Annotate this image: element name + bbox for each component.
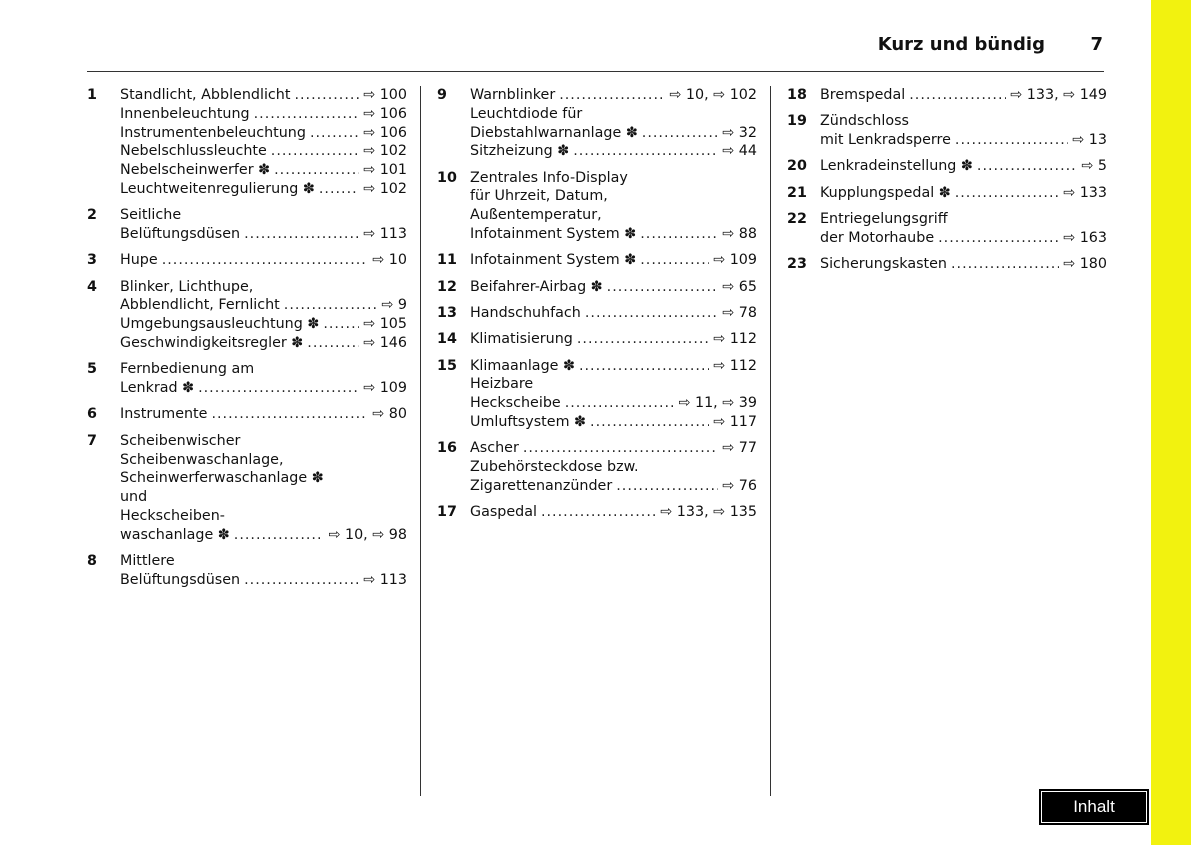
entry-number: 22	[787, 210, 807, 227]
dot-leader	[938, 229, 1059, 248]
index-column-2	[437, 86, 757, 529]
page-reference-link[interactable]: ⇨ 109	[713, 252, 757, 269]
entry-line	[820, 184, 1107, 203]
entry-text: Lenkradeinstellung ✽	[820, 158, 973, 175]
index-entry	[87, 432, 407, 545]
dot-leader	[162, 251, 369, 270]
entry-text: Fernbedienung am	[120, 361, 255, 378]
page-reference-link[interactable]: ⇨ 133	[1063, 184, 1107, 201]
dot-leader	[573, 142, 718, 161]
entry-number: 5	[87, 361, 97, 378]
entry-line	[820, 255, 1107, 274]
dot-leader	[951, 255, 1059, 274]
entry-text: Scheibenwischer	[120, 432, 241, 449]
dot-leader	[294, 86, 359, 105]
page-reference-link[interactable]: ⇨ 163	[1063, 229, 1107, 246]
entry-line	[120, 86, 407, 105]
page-reference-link[interactable]: ⇨ 13	[1072, 132, 1107, 149]
entry-text: der Motorhaube	[820, 229, 935, 246]
page-reference-link[interactable]: ⇨ 76	[722, 477, 757, 494]
index-entry	[87, 86, 407, 199]
dot-leader	[977, 157, 1077, 176]
entry-line	[820, 86, 1107, 105]
dot-leader	[590, 413, 709, 432]
dot-leader	[211, 405, 368, 424]
entry-text: Entriegelungsgriff	[820, 210, 948, 227]
dot-leader	[323, 315, 359, 334]
page-reference-link[interactable]: ⇨ 5	[1081, 158, 1107, 175]
entry-line	[470, 206, 757, 225]
index-entry	[87, 206, 407, 244]
entry-text: Scheinwerferwaschanlage ✽	[120, 470, 324, 487]
entry-text: Innenbeleuchtung	[120, 105, 250, 122]
entry-text: waschanlage ✽	[120, 526, 230, 543]
entry-text: Zündschloss	[820, 113, 909, 130]
entry-line	[470, 503, 757, 522]
page-title: Kurz und bündig	[877, 34, 1045, 55]
page-reference-link[interactable]: ⇨ 117	[713, 413, 757, 430]
entry-number: 3	[87, 252, 97, 269]
inhalt-button[interactable]: Inhalt	[1039, 789, 1149, 825]
entry-line	[470, 439, 757, 458]
column-divider	[420, 86, 421, 796]
entry-line	[120, 315, 407, 334]
page-reference-link[interactable]: ⇨ 112	[713, 357, 757, 374]
entry-line	[120, 488, 407, 507]
dot-leader	[577, 330, 709, 349]
entry-line	[120, 379, 407, 398]
entry-line	[120, 469, 407, 488]
entry-text: Belüftungsdüsen	[120, 571, 241, 588]
entry-line	[120, 142, 407, 161]
page-reference-link[interactable]: ⇨ 100	[363, 87, 407, 103]
entry-text: mit Lenkradsperre	[820, 132, 951, 149]
entry-text: Scheibenwaschanlage,	[120, 451, 284, 468]
dot-leader	[244, 225, 359, 244]
entry-text: Instrumentenbeleuchtung	[120, 124, 306, 141]
dot-leader	[541, 503, 656, 522]
page-reference-link[interactable]: ⇨ 133, ⇨ 149	[1010, 87, 1107, 103]
entry-line	[820, 112, 1107, 131]
dot-leader	[244, 571, 359, 590]
entry-number: 13	[437, 304, 457, 321]
entry-text: Infotainment System ✽	[470, 252, 637, 269]
dot-leader	[284, 296, 378, 315]
entry-line	[120, 552, 407, 571]
dot-leader	[579, 357, 709, 376]
entry-text: Lenkrad ✽	[120, 380, 195, 397]
entry-text: Blinker, Lichthupe,	[120, 278, 254, 295]
dot-leader	[234, 526, 325, 545]
dot-leader	[254, 105, 360, 124]
entry-number: 11	[437, 252, 457, 269]
entry-text: Beifahrer-Airbag ✽	[470, 278, 603, 295]
entry-text: Zentrales Info-Display	[470, 169, 628, 186]
entry-line	[120, 571, 407, 590]
index-entry	[87, 360, 407, 398]
entry-number: 23	[787, 256, 807, 273]
dot-leader	[307, 334, 359, 353]
entry-text: Warnblinker	[470, 87, 556, 103]
entry-text: und	[120, 489, 148, 506]
index-entry	[787, 210, 1107, 248]
entry-line	[120, 405, 407, 424]
entry-text: Belüftungsdüsen	[120, 226, 241, 243]
dot-leader	[607, 278, 719, 297]
entry-number: 7	[87, 432, 97, 449]
entry-line	[820, 131, 1107, 150]
entry-text: Heizbare	[470, 376, 534, 393]
entry-line	[470, 413, 757, 432]
dot-leader	[616, 477, 718, 496]
entry-line	[120, 526, 407, 545]
page-reference-link[interactable]: ⇨ 9	[381, 297, 407, 314]
page-reference-link[interactable]: ⇨ 106	[363, 124, 407, 141]
entry-line	[470, 477, 757, 496]
entry-text: Mittlere	[120, 553, 175, 570]
entry-line	[470, 142, 757, 161]
page-reference-link[interactable]: ⇨ 105	[363, 316, 407, 333]
entry-text: Kupplungspedal ✽	[820, 184, 951, 201]
entry-number: 2	[87, 207, 97, 224]
entry-line	[120, 507, 407, 526]
entry-line	[820, 157, 1107, 176]
entry-text: Nebelschlussleuchte	[120, 143, 267, 160]
entry-text: Sicherungskasten	[820, 256, 947, 273]
page-number: 7	[1090, 34, 1103, 55]
dot-leader	[909, 86, 1006, 105]
dot-leader	[955, 184, 1059, 203]
entry-line	[470, 169, 757, 188]
index-entry	[87, 405, 407, 424]
entry-line	[120, 296, 407, 315]
index-entry	[787, 112, 1107, 150]
entry-text: Nebelscheinwerfer ✽	[120, 162, 271, 179]
entry-line	[120, 105, 407, 124]
page-reference-link[interactable]: ⇨ 180	[1063, 256, 1107, 273]
entry-number: 18	[787, 87, 807, 103]
entry-text: Handschuhfach	[470, 304, 581, 321]
index-entry	[437, 169, 757, 244]
entry-text: Leuchtweitenregulierung ✽	[120, 180, 315, 197]
page-reference-link[interactable]: ⇨ 10, ⇨ 98	[328, 526, 407, 543]
entry-text: Diebstahlwarnanlage ✽	[470, 124, 638, 141]
header-divider	[87, 71, 1104, 72]
dot-leader	[559, 86, 665, 105]
index-entry	[87, 552, 407, 590]
entry-number: 14	[437, 331, 457, 348]
dot-leader	[523, 439, 718, 458]
dot-leader	[642, 124, 718, 143]
index-entry	[787, 157, 1107, 176]
dot-leader	[565, 394, 675, 413]
entry-number: 21	[787, 184, 807, 201]
entry-line	[120, 161, 407, 180]
page-reference-link[interactable]: ⇨ 78	[722, 304, 757, 321]
entry-line	[470, 357, 757, 376]
index-column-1	[87, 86, 407, 597]
dot-leader	[585, 304, 718, 323]
entry-line	[120, 225, 407, 244]
entry-number: 12	[437, 278, 457, 295]
entry-line	[470, 330, 757, 349]
entry-line	[120, 451, 407, 470]
dot-leader	[271, 142, 359, 161]
entry-text: Abblendlicht, Fernlicht	[120, 297, 280, 314]
entry-text: Außentemperatur,	[470, 207, 602, 224]
entry-line	[470, 225, 757, 244]
entry-line	[120, 206, 407, 225]
entry-number: 8	[87, 553, 97, 570]
yellow-edge-bar	[1151, 0, 1191, 845]
entry-line	[120, 124, 407, 143]
dot-leader	[640, 251, 709, 270]
index-entry	[437, 439, 757, 495]
entry-text: Klimaanlage ✽	[470, 357, 575, 374]
page-reference-link[interactable]: ⇨ 101	[363, 162, 407, 179]
entry-text: Umgebungsausleuchtung ✽	[120, 316, 320, 333]
index-entry	[437, 251, 757, 270]
entry-number: 20	[787, 158, 807, 175]
index-entry	[437, 503, 757, 522]
entry-text: Leuchtdiode für	[470, 105, 583, 122]
entry-text: Ascher	[470, 440, 519, 457]
entry-line	[470, 394, 757, 413]
entry-text: für Uhrzeit, Datum,	[470, 188, 608, 205]
index-entry	[787, 184, 1107, 203]
entry-text: Bremspedal	[820, 87, 906, 103]
column-divider	[770, 86, 771, 796]
entry-line	[470, 375, 757, 394]
entry-line	[120, 180, 407, 199]
page-reference-link[interactable]: ⇨ 109	[363, 380, 407, 397]
entry-line	[470, 124, 757, 143]
page-reference-link[interactable]: ⇨ 112	[713, 331, 757, 348]
page-reference-link[interactable]: ⇨ 113	[363, 226, 407, 243]
entry-text: Geschwindigkeitsregler ✽	[120, 335, 304, 352]
entry-text: Sitzheizung ✽	[470, 143, 570, 160]
entry-number: 10	[437, 169, 457, 186]
entry-line	[120, 251, 407, 270]
entry-text: Standlicht, Abblendlicht	[120, 87, 291, 103]
page-reference-link[interactable]: ⇨ 80	[372, 406, 407, 423]
page-reference-link[interactable]: ⇨ 88	[722, 226, 757, 243]
index-entry	[437, 86, 757, 161]
entry-number: 17	[437, 504, 457, 521]
entry-text: Infotainment System ✽	[470, 226, 637, 243]
entry-line	[820, 210, 1107, 229]
entry-text: Zubehörsteckdose bzw.	[470, 459, 639, 476]
entry-line	[470, 187, 757, 206]
entry-line	[120, 360, 407, 379]
page-reference-link[interactable]: ⇨ 32	[722, 124, 757, 141]
index-column-3	[787, 86, 1107, 281]
page-reference-link[interactable]: ⇨ 133, ⇨ 135	[660, 504, 757, 521]
entry-text: Seitliche	[120, 207, 182, 224]
entry-line	[120, 278, 407, 297]
entry-line	[120, 334, 407, 353]
index-entry	[87, 251, 407, 270]
dot-leader	[274, 161, 359, 180]
entry-number: 9	[437, 87, 447, 103]
entry-line	[120, 432, 407, 451]
entry-line	[470, 86, 757, 105]
entry-text: Instrumente	[120, 406, 208, 423]
entry-text: Umluftsystem ✽	[470, 413, 587, 430]
page-reference-link[interactable]: ⇨ 65	[722, 278, 757, 295]
page-reference-link[interactable]: ⇨ 11, ⇨ 39	[678, 395, 757, 412]
page-reference-link[interactable]: ⇨ 113	[363, 571, 407, 588]
entry-text: Klimatisierung	[470, 331, 573, 348]
index-entry	[437, 357, 757, 432]
entry-text: Zigarettenanzünder	[470, 477, 613, 494]
dot-leader	[198, 379, 359, 398]
entry-line	[820, 229, 1107, 248]
page-reference-link[interactable]: ⇨ 106	[363, 105, 407, 122]
dot-leader	[955, 131, 1068, 150]
index-entry	[787, 86, 1107, 105]
page-reference-link[interactable]: ⇨ 102	[363, 180, 407, 197]
entry-text: Gaspedal	[470, 504, 537, 521]
entry-number: 4	[87, 278, 97, 295]
entry-line	[470, 251, 757, 270]
page-reference-link[interactable]: ⇨ 77	[722, 440, 757, 457]
dot-leader	[319, 180, 359, 199]
index-entry	[437, 278, 757, 297]
entry-line	[470, 278, 757, 297]
index-entry	[787, 255, 1107, 274]
entry-line	[470, 105, 757, 124]
entry-text: Heckscheiben-	[120, 507, 225, 524]
page-reference-link[interactable]: ⇨ 10	[372, 252, 407, 269]
entry-line	[470, 458, 757, 477]
index-entry	[437, 330, 757, 349]
page-reference-link[interactable]: ⇨ 44	[722, 143, 757, 160]
entry-number: 19	[787, 113, 807, 130]
page-reference-link[interactable]: ⇨ 102	[363, 143, 407, 160]
entry-text: Hupe	[120, 252, 158, 269]
entry-number: 15	[437, 357, 457, 374]
index-entry	[87, 278, 407, 353]
entry-number: 6	[87, 406, 97, 423]
entry-number: 16	[437, 440, 457, 457]
entry-number: 1	[87, 87, 97, 103]
dot-leader	[640, 225, 718, 244]
page-reference-link[interactable]: ⇨ 10, ⇨ 102	[669, 87, 757, 103]
index-entry	[437, 304, 757, 323]
dot-leader	[310, 124, 359, 143]
entry-line	[470, 304, 757, 323]
page-reference-link[interactable]: ⇨ 146	[363, 335, 407, 352]
entry-text: Heckscheibe	[470, 395, 561, 412]
